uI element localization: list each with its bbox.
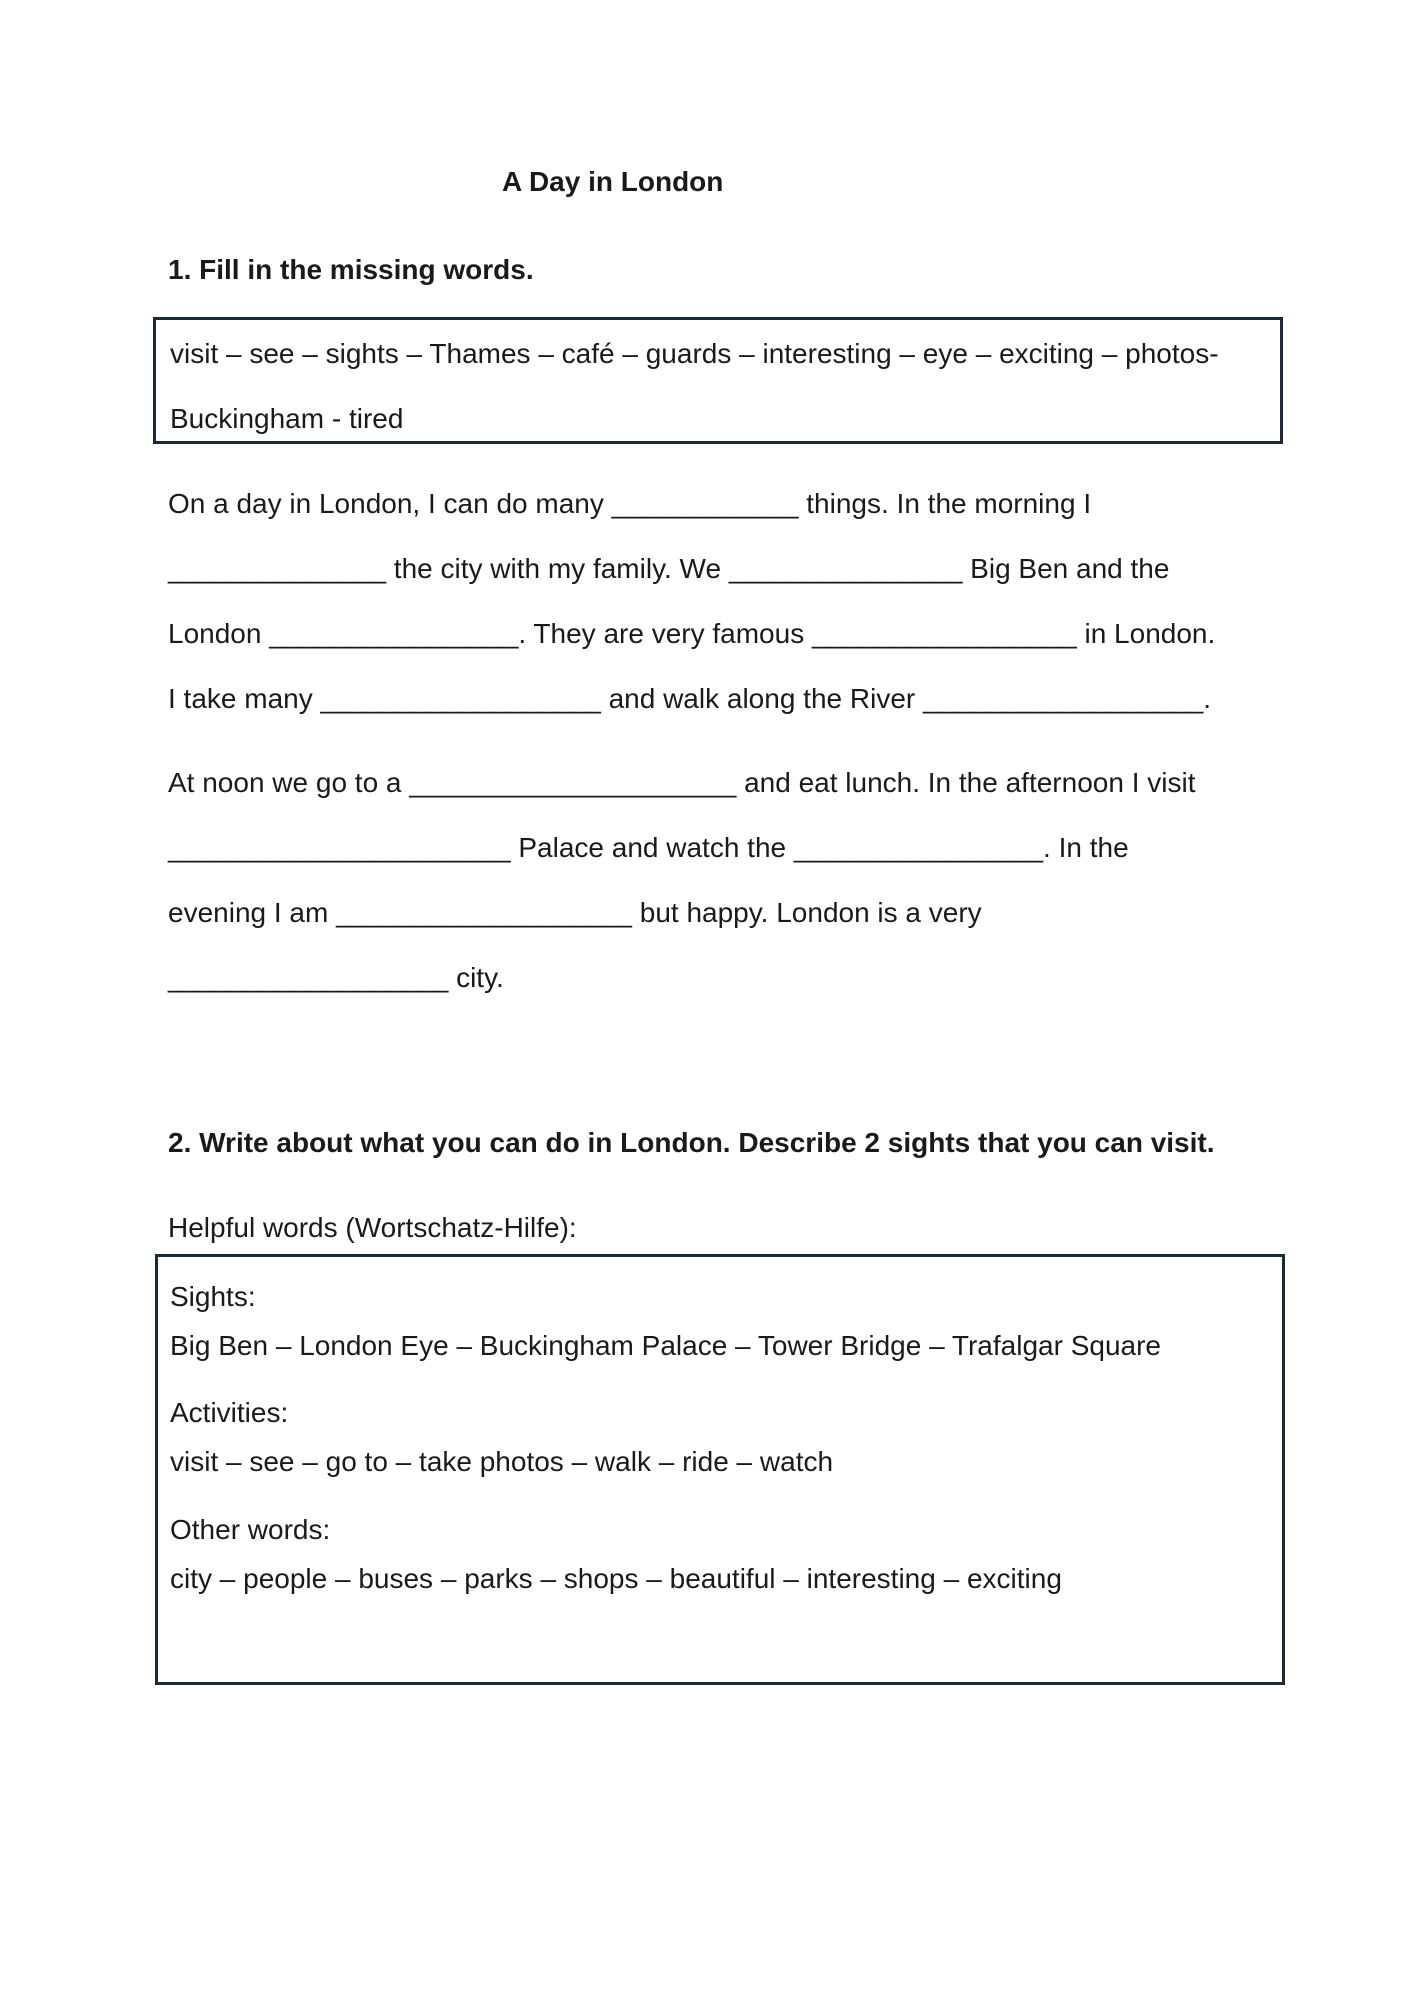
page-title: A Day in London (502, 166, 724, 197)
cloze-line: ______________________ Palace and watch the ________________. In the (168, 832, 1129, 863)
other-words-label: Other words: (170, 1514, 331, 1545)
helpful-words-label: Helpful words (Wortschatz-Hilfe): (168, 1212, 577, 1243)
word-bank-box (153, 317, 1283, 444)
word-bank-line: Buckingham - tired (170, 403, 404, 434)
activities-label: Activities: (170, 1397, 289, 1428)
sights-label: Sights: (170, 1281, 256, 1312)
cloze-line: evening I am ___________________ but happy. London is a very (168, 897, 982, 928)
cloze-line: At noon we go to a _____________________ and eat lunch. In the afternoon I visit (168, 767, 1196, 798)
cloze-line: I take many __________________ and walk along the River __________________. (168, 683, 1212, 714)
task1-heading: 1. Fill in the missing words. (168, 254, 534, 285)
task2-heading: 2. Write about what you can do in London. Describe 2 sights that you can visit. (168, 1127, 1215, 1158)
sights-list: Big Ben – London Eye – Buckingham Palace – Tower Bridge – Trafalgar Square (170, 1330, 1161, 1361)
helpful-words-box (155, 1254, 1285, 1685)
other-words-list: city – people – buses – parks – shops – beautiful – interesting – exciting (170, 1563, 1062, 1594)
activities-list: visit – see – go to – take photos – walk – ride – watch (170, 1446, 834, 1477)
cloze-line: __________________ city. (168, 962, 504, 993)
cloze-line: London ________________. They are very famous _________________ in London. (168, 618, 1216, 649)
cloze-line: ______________ the city with my family. We _______________ Big Ben and the (168, 553, 1170, 584)
cloze-line: On a day in London, I can do many ____________ things. In the morning I (168, 488, 1092, 519)
word-bank-line: visit – see – sights – Thames – café – guards – interesting – eye – exciting – photos- (170, 338, 1219, 369)
